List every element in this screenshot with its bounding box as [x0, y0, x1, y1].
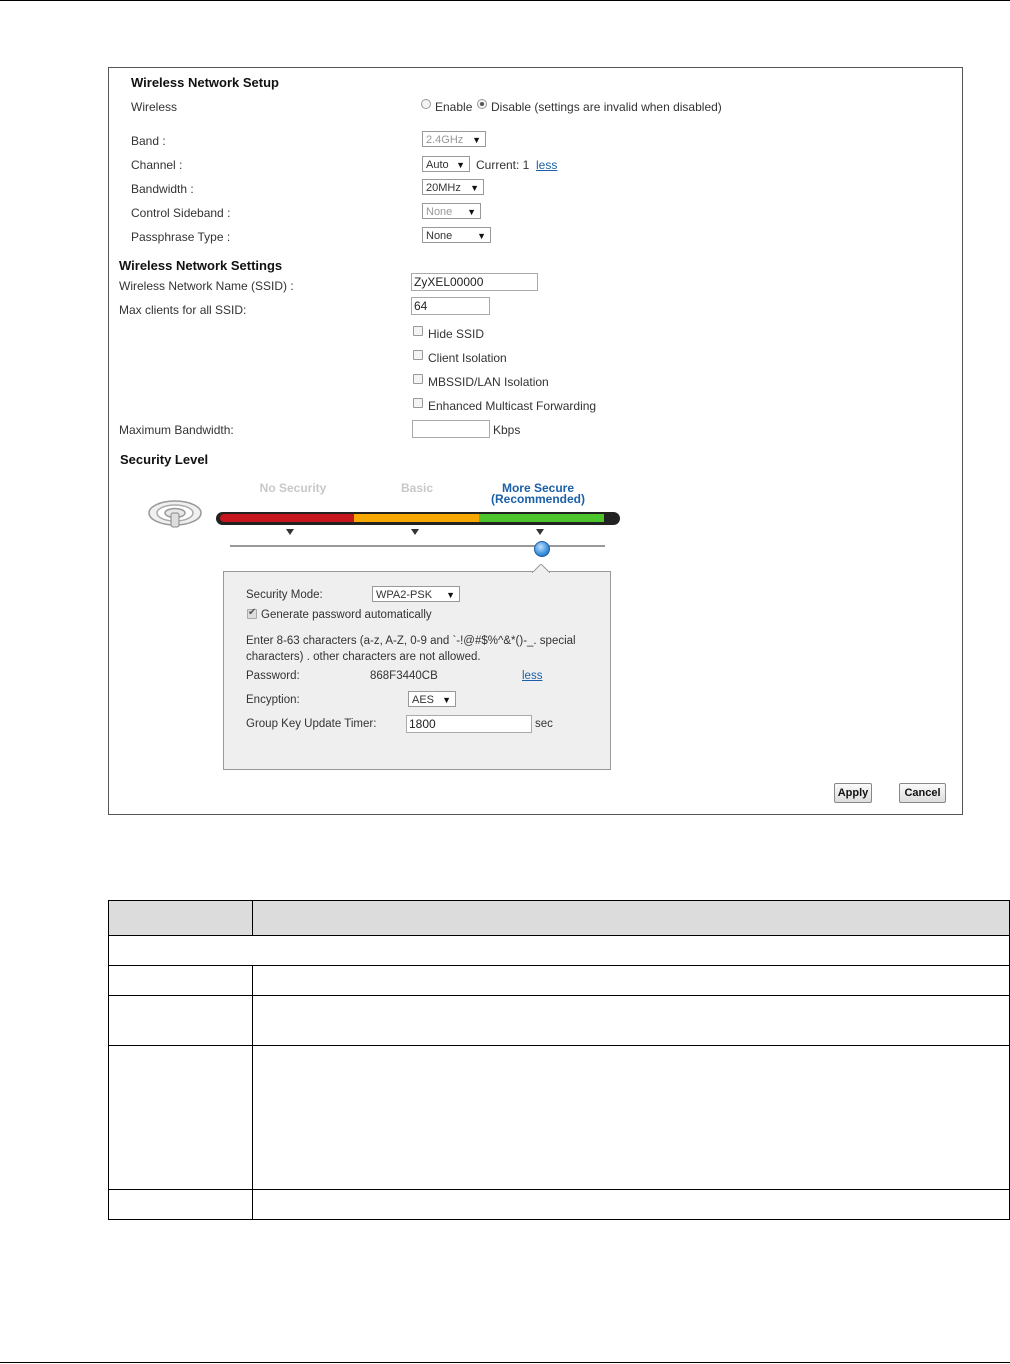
- checkmark-icon: ✔: [248, 607, 257, 618]
- group-key-input[interactable]: 1800: [406, 715, 532, 733]
- channel-less-link[interactable]: less: [536, 158, 558, 172]
- ssid-label: Wireless Network Name (SSID) :: [119, 279, 294, 293]
- current-channel: Current: 1: [476, 158, 530, 172]
- group-key-label: Group Key Update Timer:: [246, 718, 377, 730]
- band-value: 2.4GHz: [426, 134, 464, 146]
- table-cell: [109, 1190, 253, 1220]
- wireless-label: Wireless: [131, 100, 178, 114]
- band-select[interactable]: [422, 131, 486, 147]
- bandwidth-label: Bandwidth :: [131, 182, 194, 196]
- chevron-down-icon: ▼: [470, 183, 479, 193]
- hide-ssid-label: Hide SSID: [428, 327, 485, 341]
- security-level-bar: [216, 512, 620, 525]
- group-key-unit: sec: [535, 718, 553, 730]
- generate-password-checkbox[interactable]: [247, 609, 257, 619]
- description-table: [108, 900, 1010, 1220]
- wireless-disable-label: Disable (settings are invalid when disabled): [491, 100, 722, 114]
- setup-title: Wireless Network Setup: [131, 75, 279, 90]
- table-row: [109, 1190, 1010, 1220]
- level-basic[interactable]: Basic: [400, 481, 434, 495]
- table-cell: [109, 936, 1010, 966]
- bar-green-segment: [479, 514, 604, 522]
- sideband-select[interactable]: [422, 203, 481, 219]
- encryption-label: Encyption:: [246, 694, 300, 706]
- table-cell: [253, 996, 1010, 1046]
- multicast-label: Enhanced Multicast Forwarding: [428, 399, 597, 413]
- max-bandwidth-label: Maximum Bandwidth:: [119, 423, 234, 437]
- chevron-down-icon: ▼: [467, 207, 476, 217]
- mbssid-label: MBSSID/LAN Isolation: [428, 375, 549, 389]
- table-header-cell: [253, 901, 1010, 936]
- table-cell: [109, 966, 253, 996]
- encryption-select[interactable]: [408, 691, 456, 707]
- bar-orange-segment: [354, 514, 479, 522]
- chevron-down-icon: ▼: [477, 231, 486, 241]
- popup-pointer: [532, 564, 550, 573]
- table-row: [109, 966, 1010, 996]
- table-row: [109, 1046, 1010, 1190]
- max-clients-label: Max clients for all SSID:: [119, 303, 247, 317]
- security-title: Security Level: [120, 452, 209, 467]
- bottom-rule: [0, 1362, 1010, 1363]
- table-header-cell: [109, 901, 253, 936]
- bar-red-segment: [220, 514, 354, 522]
- table-row: [109, 936, 1010, 966]
- wireless-enable-label: Enable: [435, 100, 473, 114]
- table-row: [109, 996, 1010, 1046]
- channel-value: Auto: [426, 159, 449, 171]
- password-less-link[interactable]: less: [522, 670, 543, 682]
- band-label: Band :: [131, 134, 166, 148]
- level-more-secure[interactable]: More Secure: [501, 481, 575, 495]
- passphrase-label: Passphrase Type :: [131, 230, 231, 244]
- table-cell: [253, 1190, 1010, 1220]
- chevron-down-icon: ▼: [456, 160, 465, 170]
- security-mode-select[interactable]: [372, 586, 460, 602]
- marker-more-secure: [536, 529, 544, 535]
- table-header-row: [109, 901, 1010, 936]
- sideband-label: Control Sideband :: [131, 206, 231, 220]
- passphrase-value: None: [426, 230, 453, 242]
- wireless-icon: [147, 496, 203, 530]
- hide-ssid-checkbox[interactable]: [413, 326, 423, 336]
- channel-select[interactable]: [422, 156, 470, 172]
- table-cell: [253, 966, 1010, 996]
- mbssid-checkbox[interactable]: [413, 374, 423, 384]
- client-isolation-checkbox[interactable]: [413, 350, 423, 360]
- marker-basic: [411, 529, 419, 535]
- max-bandwidth-input[interactable]: [412, 420, 490, 438]
- settings-title: Wireless Network Settings: [119, 258, 283, 273]
- bandwidth-select[interactable]: [422, 179, 484, 195]
- wireless-enable-radio[interactable]: [421, 99, 431, 109]
- max-clients-input[interactable]: 64: [411, 297, 490, 315]
- security-mode-value: WPA2-PSK: [376, 589, 433, 601]
- chevron-down-icon: ▼: [472, 135, 481, 145]
- passphrase-select[interactable]: [422, 227, 491, 243]
- table-cell: [253, 1046, 1010, 1190]
- channel-label: Channel :: [131, 158, 183, 172]
- chevron-down-icon: ▼: [446, 590, 455, 600]
- password-hint: Enter 8-63 characters (a-z, A-Z, 0-9 and `-!@#$%^&*()-_. special characters) . other characters are not allowed.: [246, 635, 576, 663]
- bandwidth-value: 20MHz: [426, 182, 461, 194]
- sideband-value: None: [426, 206, 453, 218]
- security-mode-popup: [223, 571, 611, 770]
- kbps-unit: Kbps: [493, 423, 521, 437]
- apply-button[interactable]: Apply: [834, 783, 872, 803]
- chevron-down-icon: ▼: [442, 695, 451, 705]
- generate-password-label: Generate password automatically: [261, 609, 432, 621]
- ssid-input[interactable]: ZyXEL00000: [411, 273, 538, 291]
- table-cell: [109, 996, 253, 1046]
- multicast-checkbox[interactable]: [413, 398, 423, 408]
- client-isolation-label: Client Isolation: [428, 351, 507, 365]
- top-rule: [0, 0, 1010, 1]
- level-no-security[interactable]: No Security: [259, 481, 327, 495]
- marker-no-security: [286, 529, 294, 535]
- password-value: 868F3440CB: [370, 670, 438, 682]
- cancel-button[interactable]: Cancel: [899, 783, 946, 803]
- encryption-value: AES: [412, 694, 435, 706]
- wireless-disable-radio[interactable]: [477, 99, 487, 109]
- security-mode-label: Security Mode:: [246, 589, 323, 601]
- level-recommended: (Recommended): [490, 492, 585, 506]
- table-cell: [109, 1046, 253, 1190]
- password-label: Password:: [246, 670, 300, 682]
